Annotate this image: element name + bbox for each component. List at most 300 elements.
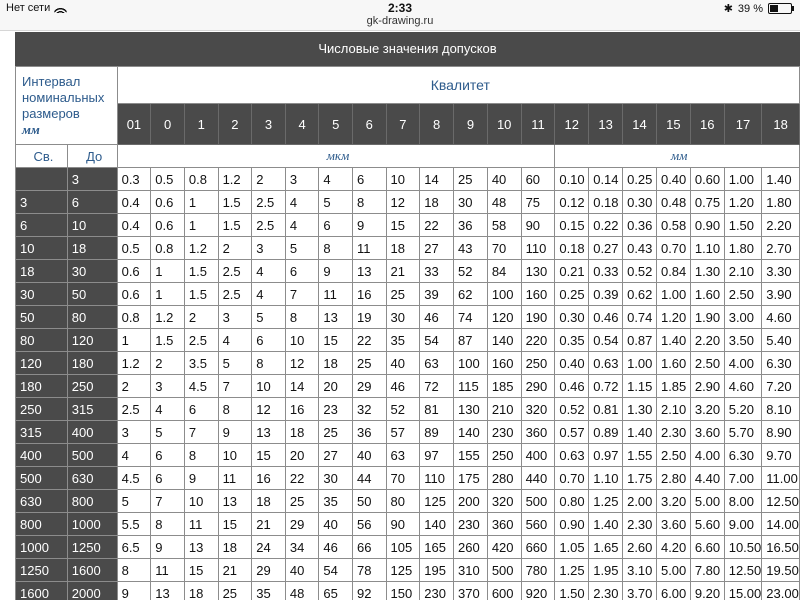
row-from-cell: 3 [16, 191, 68, 214]
tolerance-cell: 44 [352, 467, 386, 490]
tolerance-cell: 13 [319, 306, 353, 329]
row-from-cell: 630 [16, 490, 68, 513]
row-from-cell: 400 [16, 444, 68, 467]
address-bar-url[interactable]: gk-drawing.ru [366, 15, 434, 27]
tolerance-cell: 5.60 [690, 513, 724, 536]
tolerance-cell: 2.5 [184, 329, 218, 352]
row-from-cell: 10 [16, 237, 68, 260]
tolerance-cell: 20 [285, 444, 319, 467]
table-row [16, 559, 800, 582]
tolerance-cell: 5.00 [656, 559, 690, 582]
tolerance-cell: 0.90 [690, 214, 724, 237]
battery-percent: 39 % [737, 2, 763, 15]
tolerance-cell: 57 [386, 421, 420, 444]
tolerance-cell: 2.00 [623, 490, 657, 513]
tolerance-cell: 3 [252, 237, 286, 260]
tolerance-cell: 1.90 [690, 306, 724, 329]
unit-mm-label: мм [555, 145, 800, 168]
tolerance-cell: 160 [521, 283, 555, 306]
tolerance-cell: 2 [184, 306, 218, 329]
tolerance-cell: 35 [319, 490, 353, 513]
tolerance-cell: 0.84 [656, 260, 690, 283]
tolerance-cell: 25 [285, 490, 319, 513]
tolerance-cell: 0.5 [117, 237, 151, 260]
tolerance-cell: 18 [218, 536, 252, 559]
bluetooth-icon: ✱ [723, 3, 733, 15]
tolerance-cell: 2.50 [690, 352, 724, 375]
tolerance-cell: 9 [117, 582, 151, 600]
quality-header-cell: 1 [184, 104, 218, 145]
tolerance-cell: 27 [319, 444, 353, 467]
tolerance-cell: 4.5 [117, 467, 151, 490]
tolerance-cell: 63 [386, 444, 420, 467]
tolerance-cell: 1.10 [589, 467, 623, 490]
row-from-cell: 800 [16, 513, 68, 536]
tolerance-cell: 2 [117, 375, 151, 398]
tolerance-cell: 1 [117, 329, 151, 352]
tolerance-cell: 0.30 [623, 191, 657, 214]
tolerance-cell: 2.5 [218, 260, 252, 283]
tolerance-cell: 15.00 [724, 582, 762, 600]
tolerance-cell: 20 [319, 375, 353, 398]
tolerance-cell: 230 [454, 513, 488, 536]
tolerance-cell: 230 [487, 421, 521, 444]
tolerance-cell: 0.57 [555, 421, 589, 444]
tolerance-cell: 0.4 [117, 214, 151, 237]
tolerance-cell: 4 [319, 168, 353, 191]
tolerance-cell: 11.00 [762, 467, 800, 490]
tolerance-cell: 1.20 [724, 191, 762, 214]
tolerance-cell: 18 [252, 490, 286, 513]
tolerance-cell: 7 [285, 283, 319, 306]
interval-header-line-1: Интервал [22, 73, 81, 89]
status-right [724, 2, 792, 15]
quality-header-cell: 14 [623, 104, 657, 145]
tolerance-cell: 90 [521, 214, 555, 237]
interval-header-line-2: номинальных [22, 89, 105, 105]
tolerance-cell: 0.25 [623, 168, 657, 191]
tolerance-cell: 0.46 [589, 306, 623, 329]
tolerance-cell: 360 [487, 513, 521, 536]
tolerance-cell: 140 [420, 513, 454, 536]
tolerance-cell: 5 [151, 421, 185, 444]
tolerance-cell: 5.20 [724, 398, 762, 421]
row-from-cell: 50 [16, 306, 68, 329]
tolerance-cell: 0.14 [589, 168, 623, 191]
tolerance-cell: 2.5 [218, 283, 252, 306]
tolerance-cell: 4 [117, 444, 151, 467]
tolerance-cell: 15 [386, 214, 420, 237]
tolerance-cell: 1.40 [656, 329, 690, 352]
tolerance-cell: 2.5 [117, 398, 151, 421]
tolerance-cell: 320 [487, 490, 521, 513]
tolerance-cell: 23.00 [762, 582, 800, 600]
row-to-cell: 1600 [67, 559, 117, 582]
tolerance-cell: 36 [352, 421, 386, 444]
tolerance-cell: 0.75 [690, 191, 724, 214]
tolerance-cell: 8 [184, 444, 218, 467]
tolerance-cell: 1.80 [724, 237, 762, 260]
tolerance-cell: 250 [487, 444, 521, 467]
page-title: Числовые значения допусков [15, 32, 800, 66]
tolerance-cell: 84 [487, 260, 521, 283]
tolerance-cell: 66 [352, 536, 386, 559]
tolerance-cell: 8.90 [762, 421, 800, 444]
tolerance-cell: 43 [454, 237, 488, 260]
tolerance-cell: 220 [521, 329, 555, 352]
tolerance-cell: 4 [285, 214, 319, 237]
tolerance-cell: 40 [285, 559, 319, 582]
tolerance-cell: 0.74 [623, 306, 657, 329]
tolerance-cell: 320 [521, 398, 555, 421]
row-from-cell [16, 168, 68, 191]
tolerance-cell: 1.30 [690, 260, 724, 283]
table-row [16, 421, 800, 444]
tolerance-cell: 125 [386, 559, 420, 582]
row-from-cell: 1600 [16, 582, 68, 600]
tolerance-cell: 0.89 [589, 421, 623, 444]
tolerance-cell: 18 [420, 191, 454, 214]
tolerance-cell: 290 [521, 375, 555, 398]
table-row [16, 444, 800, 467]
tolerance-cell: 7 [151, 490, 185, 513]
row-to-cell: 3 [67, 168, 117, 191]
tolerance-cell: 1.00 [656, 283, 690, 306]
row-to-cell: 400 [67, 421, 117, 444]
tolerance-cell: 5.70 [724, 421, 762, 444]
tolerance-cell: 9.20 [690, 582, 724, 600]
row-to-cell: 800 [67, 490, 117, 513]
tolerance-cell: 10.50 [724, 536, 762, 559]
tolerance-cell: 21 [386, 260, 420, 283]
tolerance-cell: 2.20 [690, 329, 724, 352]
tolerance-cell: 195 [420, 559, 454, 582]
tolerance-cell: 8.10 [762, 398, 800, 421]
tolerance-cell: 2 [151, 352, 185, 375]
quality-header-cell: 6 [352, 104, 386, 145]
tolerance-cell: 22 [285, 467, 319, 490]
table-row [16, 260, 800, 283]
tolerance-cell: 1.2 [117, 352, 151, 375]
tolerance-cell: 0.54 [589, 329, 623, 352]
tolerance-cell: 160 [487, 352, 521, 375]
tolerance-cell: 92 [352, 582, 386, 600]
tolerance-cell: 0.6 [151, 214, 185, 237]
to-header: До [67, 145, 117, 168]
tolerance-cell: 32 [352, 398, 386, 421]
row-from-cell: 315 [16, 421, 68, 444]
tolerance-cell: 1.5 [151, 329, 185, 352]
tolerance-cell: 0.8 [184, 168, 218, 191]
tolerance-cell: 1.05 [555, 536, 589, 559]
row-to-cell: 1250 [67, 536, 117, 559]
unit-row [16, 145, 800, 168]
tolerance-cell: 10 [218, 444, 252, 467]
quality-header-cell: 10 [487, 104, 521, 145]
tolerance-cell: 52 [386, 398, 420, 421]
tolerance-cell: 0.39 [589, 283, 623, 306]
table-row [16, 536, 800, 559]
from-header: Св. [16, 145, 68, 168]
tolerance-cell: 3.20 [690, 398, 724, 421]
row-to-cell: 10 [67, 214, 117, 237]
tolerance-cell: 4 [252, 260, 286, 283]
tolerance-cell: 25 [319, 421, 353, 444]
tolerance-cell: 5 [117, 490, 151, 513]
tolerance-cell: 40 [386, 352, 420, 375]
tolerance-cell: 70 [487, 237, 521, 260]
tolerance-cell: 12 [386, 191, 420, 214]
tolerance-cell: 1.40 [623, 421, 657, 444]
tolerance-cell: 150 [386, 582, 420, 600]
tolerance-cell: 9 [218, 421, 252, 444]
tolerance-cell: 1.85 [656, 375, 690, 398]
tolerance-cell: 3 [285, 168, 319, 191]
tolerance-cell: 4 [252, 283, 286, 306]
status-time: 2:33 [387, 1, 413, 15]
tolerance-cell: 5 [252, 306, 286, 329]
tolerance-cell: 10 [252, 375, 286, 398]
tolerance-cell: 920 [521, 582, 555, 600]
tolerance-cell: 9 [151, 536, 185, 559]
tolerance-cell: 6.30 [724, 444, 762, 467]
quality-header-cell: 8 [420, 104, 454, 145]
row-from-cell: 80 [16, 329, 68, 352]
tolerance-cell: 46 [319, 536, 353, 559]
tolerance-cell: 0.40 [656, 168, 690, 191]
tolerance-cell: 6 [285, 260, 319, 283]
tolerance-cell: 30 [386, 306, 420, 329]
tolerance-cell: 1.2 [151, 306, 185, 329]
tolerance-cell: 0.80 [555, 490, 589, 513]
table-row [16, 467, 800, 490]
tolerance-cell: 0.6 [117, 260, 151, 283]
tolerance-cell: 1.50 [555, 582, 589, 600]
tolerance-cell: 210 [487, 398, 521, 421]
tolerance-cell: 2 [218, 237, 252, 260]
row-to-cell: 120 [67, 329, 117, 352]
quality-header-cell: 7 [386, 104, 420, 145]
tolerance-cell: 13 [184, 536, 218, 559]
quality-header-cell: 12 [555, 104, 589, 145]
tolerance-cell: 10 [386, 168, 420, 191]
tolerance-cell: 50 [352, 490, 386, 513]
table-row [16, 329, 800, 352]
tolerance-cell: 74 [454, 306, 488, 329]
tolerance-cell: 6 [319, 214, 353, 237]
battery-icon [768, 3, 792, 14]
tolerance-cell: 3 [117, 421, 151, 444]
quality-header-cell: 01 [117, 104, 151, 145]
tolerance-cell: 200 [454, 490, 488, 513]
tolerance-cell: 3.5 [184, 352, 218, 375]
tolerance-cell: 35 [386, 329, 420, 352]
tolerance-cell: 6 [352, 168, 386, 191]
tolerance-cell: 5.00 [690, 490, 724, 513]
tolerance-cell: 100 [487, 283, 521, 306]
tolerance-cell: 4 [151, 398, 185, 421]
tolerance-cell: 72 [420, 375, 454, 398]
row-from-cell: 250 [16, 398, 68, 421]
tolerance-cell: 9.00 [724, 513, 762, 536]
tolerance-cell: 2.80 [656, 467, 690, 490]
tolerance-cell: 27 [420, 237, 454, 260]
quality-header-cell: 3 [252, 104, 286, 145]
table-row [16, 168, 800, 191]
tolerance-cell: 0.90 [555, 513, 589, 536]
tolerance-cell: 25 [218, 582, 252, 600]
tolerance-cell: 15 [319, 329, 353, 352]
tolerance-cell: 175 [454, 467, 488, 490]
unit-mkm-label: мкм [117, 145, 555, 168]
tolerance-cell: 1.15 [623, 375, 657, 398]
tolerance-cell: 0.8 [151, 237, 185, 260]
row-to-cell: 50 [67, 283, 117, 306]
tolerance-cell: 1.2 [218, 168, 252, 191]
tolerance-cell: 140 [454, 421, 488, 444]
row-to-cell: 630 [67, 467, 117, 490]
tolerance-cell: 40 [352, 444, 386, 467]
tolerance-cell: 0.22 [589, 214, 623, 237]
tolerance-cell: 8.00 [724, 490, 762, 513]
tolerance-cell: 0.21 [555, 260, 589, 283]
tolerance-cell: 54 [319, 559, 353, 582]
tolerance-cell: 0.27 [589, 237, 623, 260]
tolerance-cell: 4.20 [656, 536, 690, 559]
tolerance-cell: 0.72 [589, 375, 623, 398]
tolerance-cell: 13 [218, 490, 252, 513]
tolerance-cell: 65 [319, 582, 353, 600]
tolerance-cell: 4.00 [690, 444, 724, 467]
tolerance-cell: 12.50 [724, 559, 762, 582]
tolerance-cell: 30 [319, 467, 353, 490]
tolerance-cell: 7.80 [690, 559, 724, 582]
table-row [16, 306, 800, 329]
tolerance-cell: 0.6 [117, 283, 151, 306]
tolerance-cell: 8 [218, 398, 252, 421]
tolerance-cell: 370 [454, 582, 488, 600]
tolerance-cell: 21 [252, 513, 286, 536]
tolerance-cell: 4.60 [762, 306, 800, 329]
tolerance-cell: 125 [420, 490, 454, 513]
tolerance-cell: 18 [319, 352, 353, 375]
tolerance-cell: 2.30 [623, 513, 657, 536]
tolerance-cell: 0.30 [555, 306, 589, 329]
tolerance-cell: 1.65 [589, 536, 623, 559]
row-to-cell: 30 [67, 260, 117, 283]
table-row [16, 490, 800, 513]
tolerance-cell: 0.10 [555, 168, 589, 191]
tolerance-cell: 2.30 [656, 421, 690, 444]
tolerance-cell: 16 [252, 467, 286, 490]
tolerance-cell: 3.60 [690, 421, 724, 444]
tolerance-cell: 1.80 [762, 191, 800, 214]
table-row [16, 352, 800, 375]
tolerance-cell: 1.00 [623, 352, 657, 375]
tolerance-cell: 0.18 [555, 237, 589, 260]
row-to-cell: 1000 [67, 513, 117, 536]
tolerance-cell: 1.00 [724, 168, 762, 191]
tolerance-cell: 35 [252, 582, 286, 600]
row-from-cell: 6 [16, 214, 68, 237]
tolerance-cell: 18 [285, 421, 319, 444]
tolerance-cell: 1.10 [690, 237, 724, 260]
row-from-cell: 1000 [16, 536, 68, 559]
row-from-cell: 18 [16, 260, 68, 283]
carrier-label: Нет сети [6, 2, 51, 14]
tolerance-cell: 0.43 [623, 237, 657, 260]
tolerance-cell: 4.5 [184, 375, 218, 398]
tolerance-cell: 16 [285, 398, 319, 421]
tolerance-cell: 12.50 [762, 490, 800, 513]
tolerance-cell: 6.5 [117, 536, 151, 559]
tolerance-cell: 46 [386, 375, 420, 398]
tolerance-cell: 34 [285, 536, 319, 559]
tolerance-cell: 12 [252, 398, 286, 421]
tolerance-cell: 190 [521, 306, 555, 329]
row-to-cell: 315 [67, 398, 117, 421]
tolerance-cell: 40 [487, 168, 521, 191]
tolerance-cell: 8 [319, 237, 353, 260]
table-row [16, 283, 800, 306]
tolerance-cell: 90 [386, 513, 420, 536]
tolerance-cell: 78 [352, 559, 386, 582]
tolerance-cell: 130 [454, 398, 488, 421]
tolerance-cell: 5 [218, 352, 252, 375]
tolerance-cell: 1.75 [623, 467, 657, 490]
tolerance-cell: 0.15 [555, 214, 589, 237]
tolerance-cell: 3.30 [762, 260, 800, 283]
tolerance-cell: 75 [521, 191, 555, 214]
tolerance-cell: 4 [218, 329, 252, 352]
tolerance-cell: 15 [252, 444, 286, 467]
tolerance-cell: 0.33 [589, 260, 623, 283]
tolerance-cell: 33 [420, 260, 454, 283]
table-body [16, 168, 800, 600]
tolerance-cell: 48 [487, 191, 521, 214]
tolerance-cell: 0.81 [589, 398, 623, 421]
tolerance-cell: 56 [352, 513, 386, 536]
tolerance-cell: 2.20 [762, 214, 800, 237]
tolerance-cell: 87 [454, 329, 488, 352]
tolerance-cell: 9 [352, 214, 386, 237]
tolerance-cell: 29 [285, 513, 319, 536]
tolerance-cell: 63 [420, 352, 454, 375]
tolerance-cell: 19.50 [762, 559, 800, 582]
tolerance-cell: 0.25 [555, 283, 589, 306]
quality-header-cell: 2 [218, 104, 252, 145]
tolerance-cell: 23 [319, 398, 353, 421]
tolerance-cell: 3.60 [656, 513, 690, 536]
tolerance-cell: 9.70 [762, 444, 800, 467]
tolerance-cell: 13 [352, 260, 386, 283]
tolerance-cell: 0.5 [151, 168, 185, 191]
quality-header-cell: 4 [285, 104, 319, 145]
tolerance-cell: 3 [151, 375, 185, 398]
row-from-cell: 1250 [16, 559, 68, 582]
quality-header-cell: 16 [690, 104, 724, 145]
tolerance-cell: 0.70 [555, 467, 589, 490]
tolerance-cell: 4.40 [690, 467, 724, 490]
tolerance-cell: 11 [352, 237, 386, 260]
tolerance-cell: 5 [285, 237, 319, 260]
tolerance-cell: 0.8 [117, 306, 151, 329]
tolerance-cell: 5 [319, 191, 353, 214]
tolerance-cell: 25 [454, 168, 488, 191]
interval-header-line-3: размеров [22, 105, 80, 121]
tolerance-cell: 16.50 [762, 536, 800, 559]
interval-header [16, 67, 118, 145]
